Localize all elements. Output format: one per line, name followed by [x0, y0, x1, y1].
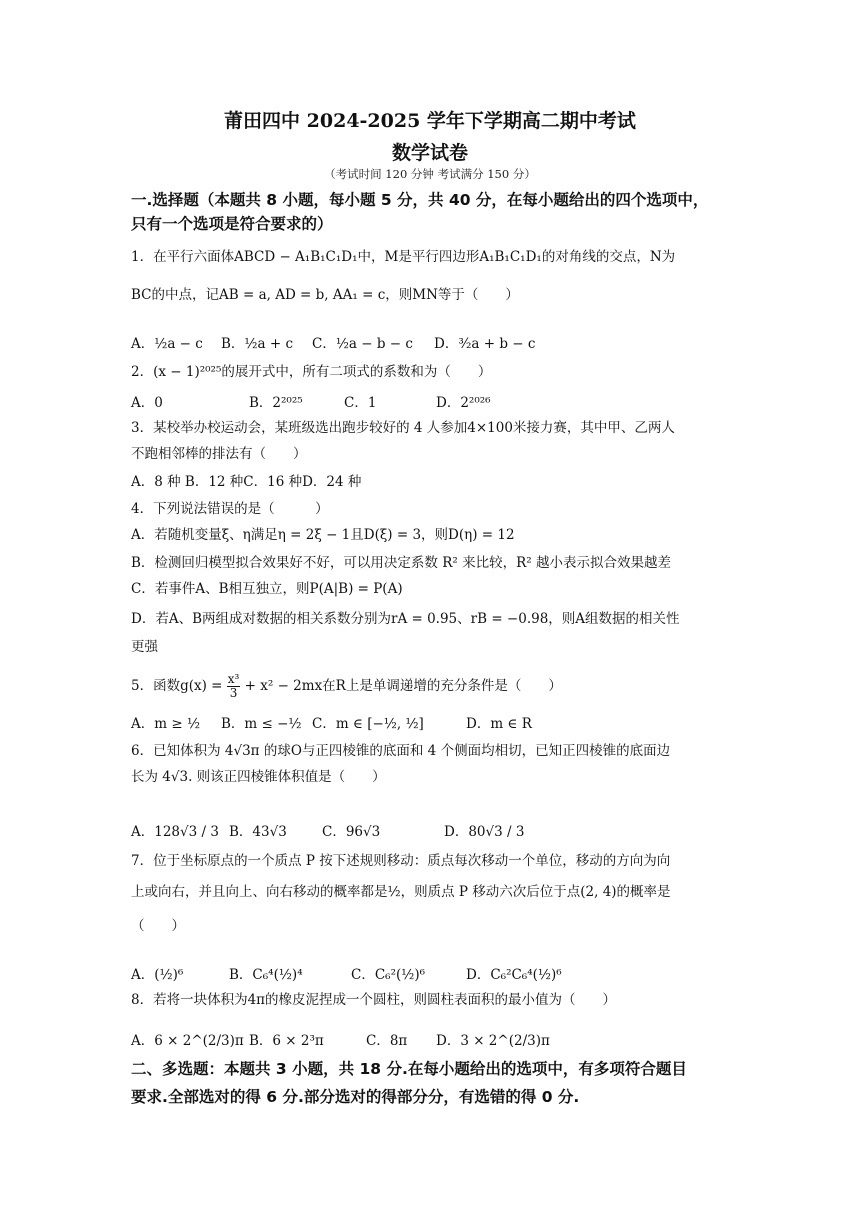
- q7-option-b: B．C₆⁴(½)⁴: [229, 967, 303, 983]
- q6-stem-line1: 6．已知体积为 4√3π 的球O与正四棱锥的底面和 4 个侧面均相切，已知正四棱锥的底面边: [131, 743, 671, 759]
- q2-option-a: A．0: [131, 395, 163, 411]
- section1-heading-line1: 一.选择题（本题共 8 小题，每小题 5 分，共 40 分，在每小题给出的四个选项中，: [131, 191, 709, 209]
- q5-option-d: D．m ∈ R: [466, 716, 532, 732]
- q7-option-d: D．C₆²C₆⁴(½)⁶: [466, 967, 562, 983]
- q2-stem: 2．(x − 1)²⁰²⁵的展开式中，所有二项式的系数和为（ ）: [131, 364, 492, 380]
- q7-option-c: C．C₆²(½)⁶: [351, 967, 426, 983]
- q1-stem-line1: 1．在平行六面体ABCD − A₁B₁C₁D₁中，M是平行四边形A₁B₁C₁D₁的对角线的交点，N为: [131, 249, 676, 265]
- q6-option-b: B．43√3: [229, 824, 287, 840]
- q8-option-a: A．6 × 2^(2/3)π: [131, 1033, 244, 1049]
- q5-stem: [131, 673, 731, 700]
- q7-option-a: A．(½)⁶: [131, 967, 184, 983]
- q8-stem: 8．若将一块体积为4π的橡皮泥捏成一个圆柱，则圆柱表面积的最小值为（ ）: [131, 992, 617, 1008]
- q7-stem-line3: （ ）: [131, 918, 185, 934]
- q2-option-b: B．2²⁰²⁵: [249, 395, 303, 411]
- q8-option-d: D．3 × 2^(2/3)π: [436, 1033, 550, 1049]
- exam-info: （考试时间 120 分钟 考试满分 150 分）: [324, 167, 536, 181]
- q4-option-d-line1: D．若A、B两组成对数据的相关系数分别为rA = 0.95、rB = −0.98，则A组数据的相关性: [131, 611, 680, 627]
- q6-stem-line2: 长为 4√3. 则该正四棱锥体积值是（ ）: [131, 769, 386, 785]
- exam-subtitle: 数学试卷: [391, 142, 468, 164]
- q1-option-a: A．½a − c: [131, 336, 203, 352]
- q5-stem-post: + x² − 2mx在R上是单调递增的充分条件是（ ）: [244, 678, 562, 694]
- q5-option-b: B．m ≤ −½: [221, 716, 302, 732]
- q4-option-c: C．若事件A、B相互独立，则P(A|B) = P(A): [131, 581, 403, 597]
- q7-stem-line1: 7．位于坐标原点的一个质点 P 按下述规则移动：质点每次移动一个单位，移动的方向为向: [131, 853, 671, 869]
- q5-option-a: A．m ≥ ½: [131, 716, 201, 732]
- section2-heading-line1: 二、多选题：本题共 3 小题，共 18 分.在每小题给出的选项中，有多项符合题目: [131, 1060, 687, 1078]
- q1-option-c: C．½a − b − c: [312, 336, 413, 352]
- q5-fraction: $\frac{\text{x³}}{3}$: [227, 672, 240, 700]
- q6-option-a: A．128√3 / 3: [131, 824, 219, 840]
- q2-option-d: D．2²⁰²⁶: [436, 395, 491, 411]
- q4-option-b: B．检测回归模型拟合效果好不好，可以用决定系数 R² 来比较，R² 越小表示拟合效果越差: [131, 555, 671, 571]
- q3-options: A．8 种 B．12 种C．16 种D．24 种: [131, 474, 362, 490]
- q4-stem: 4．下列说法错误的是（ ）: [131, 501, 329, 517]
- q4-option-d-line2: 更强: [131, 639, 158, 655]
- q6-option-d: D．80√3 / 3: [444, 824, 525, 840]
- q2-option-c: C．1: [344, 395, 377, 411]
- q1-stem-line2: BC的中点，记AB = a, AD = b, AA₁ = c，则MN等于（ ）: [131, 287, 519, 303]
- exam-title: 莆田四中 2024-2025 学年下学期高二期中考试: [224, 110, 636, 132]
- q4-option-a: A．若随机变量ξ、η满足η = 2ξ − 1且D(ξ) = 3，则D(η) = 12: [131, 527, 515, 543]
- q1-option-d: D．³⁄₂a + b − c: [434, 336, 536, 352]
- q3-stem-line1: 3．某校举办校运动会，某班级选出跑步较好的 4 人参加4×100米接力赛，其中甲、乙两人: [131, 420, 675, 436]
- q5-stem-pre: 5．函数g(x) =: [131, 678, 223, 694]
- q8-option-c: C．8π: [366, 1033, 408, 1049]
- q6-option-c: C．96√3: [322, 824, 381, 840]
- q7-stem-line2: 上或向右，并且向上、向右移动的概率都是½，则质点 P 移动六次后位于点(2, 4)的概率是: [131, 884, 671, 900]
- q3-stem-line2: 不跑相邻棒的排法有（ ）: [131, 446, 307, 462]
- q8-option-b: B．6 × 2³π: [249, 1033, 324, 1049]
- section2-heading-line2: 要求.全部选对的得 6 分.部分选对的得部分分，有选错的得 0 分.: [131, 1088, 580, 1106]
- q1-option-b: B．½a + c: [221, 336, 294, 352]
- section1-heading-line2: 只有一个选项是符合要求的）: [131, 215, 333, 233]
- q5-option-c: C．m ∈ [−½, ½]: [312, 716, 424, 732]
